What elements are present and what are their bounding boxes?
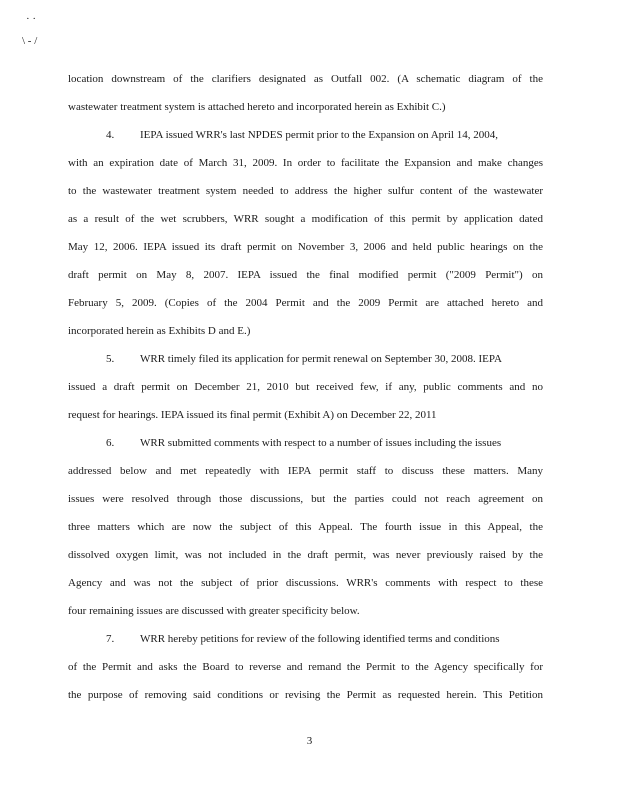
page-number: 3 — [306, 735, 313, 747]
text-line: issued a draft permit on December 21, 2010 but received few, if any, public comments and no — [68, 381, 543, 393]
paragraph-number: 6. — [106, 437, 115, 449]
paragraph-lead: WRR submitted comments with respect to a number of issues including the issues — [140, 437, 502, 449]
paragraph-number: 7. — [106, 633, 115, 645]
text-line: of the Permit and asks the Board to reverse and remand the Permit to the Agency specifically for — [68, 661, 543, 673]
text-line: dissolved oxygen limit, was not included in the draft permit, was never previously raised by the — [68, 549, 543, 561]
text-line: wastewater treatment system is attached hereto and incorporated herein as Exhibit C.) — [68, 101, 446, 113]
text-line: draft permit on May 8, 2007. IEPA issued the final modified permit ("2009 Permit") on — [68, 269, 543, 281]
paragraph-lead: WRR timely filed its application for permit renewal on September 30, 2008. IEPA — [140, 353, 502, 365]
text-line: three matters which are now the subject of this Appeal. The fourth issue in this Appeal, the — [68, 521, 543, 533]
paragraph-number: 5. — [106, 353, 115, 365]
paragraph-number: 4. — [106, 129, 115, 141]
paragraph-lead: WRR hereby petitions for review of the following identified terms and conditions — [140, 633, 500, 645]
text-line: with an expiration date of March 31, 2009. In order to facilitate the Expansion and make changes — [68, 157, 543, 169]
text-line: request for hearings. IEPA issued its final permit (Exhibit A) on December 22, 2011 — [68, 409, 437, 421]
paragraph-lead: IEPA issued WRR's last NPDES permit prior to the Expansion on April 14, 2004, — [140, 129, 498, 141]
text-line: addressed below and met repeatedly with IEPA permit staff to discuss these matters. Many — [68, 465, 543, 477]
text-line: location downstream of the clarifiers designated as Outfall 002. (A schematic diagram of the — [68, 73, 543, 85]
text-line: February 5, 2009. (Copies of the 2004 Permit and the 2009 Permit are attached hereto and — [68, 297, 543, 309]
corner-mark-bottom: \ - / — [22, 35, 38, 47]
text-line: issues were resolved through those discussions, but the parties could not reach agreement on — [68, 493, 543, 505]
text-line: to the wastewater treatment system needed to address the higher sulfur content of the wastewater — [68, 185, 543, 197]
text-line: four remaining issues are discussed with greater specificity below. — [68, 605, 360, 617]
text-line: incorporated herein as Exhibits D and E.) — [68, 325, 251, 337]
text-line: May 12, 2006. IEPA issued its draft permit on November 3, 2006 and held public hearings on the — [68, 241, 543, 253]
text-line: as a result of the wet scrubbers, WRR sought a modification of this permit by application dated — [68, 213, 543, 225]
corner-mark-top: · · — [26, 13, 37, 25]
text-line: Agency and was not the subject of prior discussions. WRR's comments with respect to these — [68, 577, 543, 589]
text-line: the purpose of removing said conditions or revising the Permit as requested herein. This Petition — [68, 689, 543, 701]
